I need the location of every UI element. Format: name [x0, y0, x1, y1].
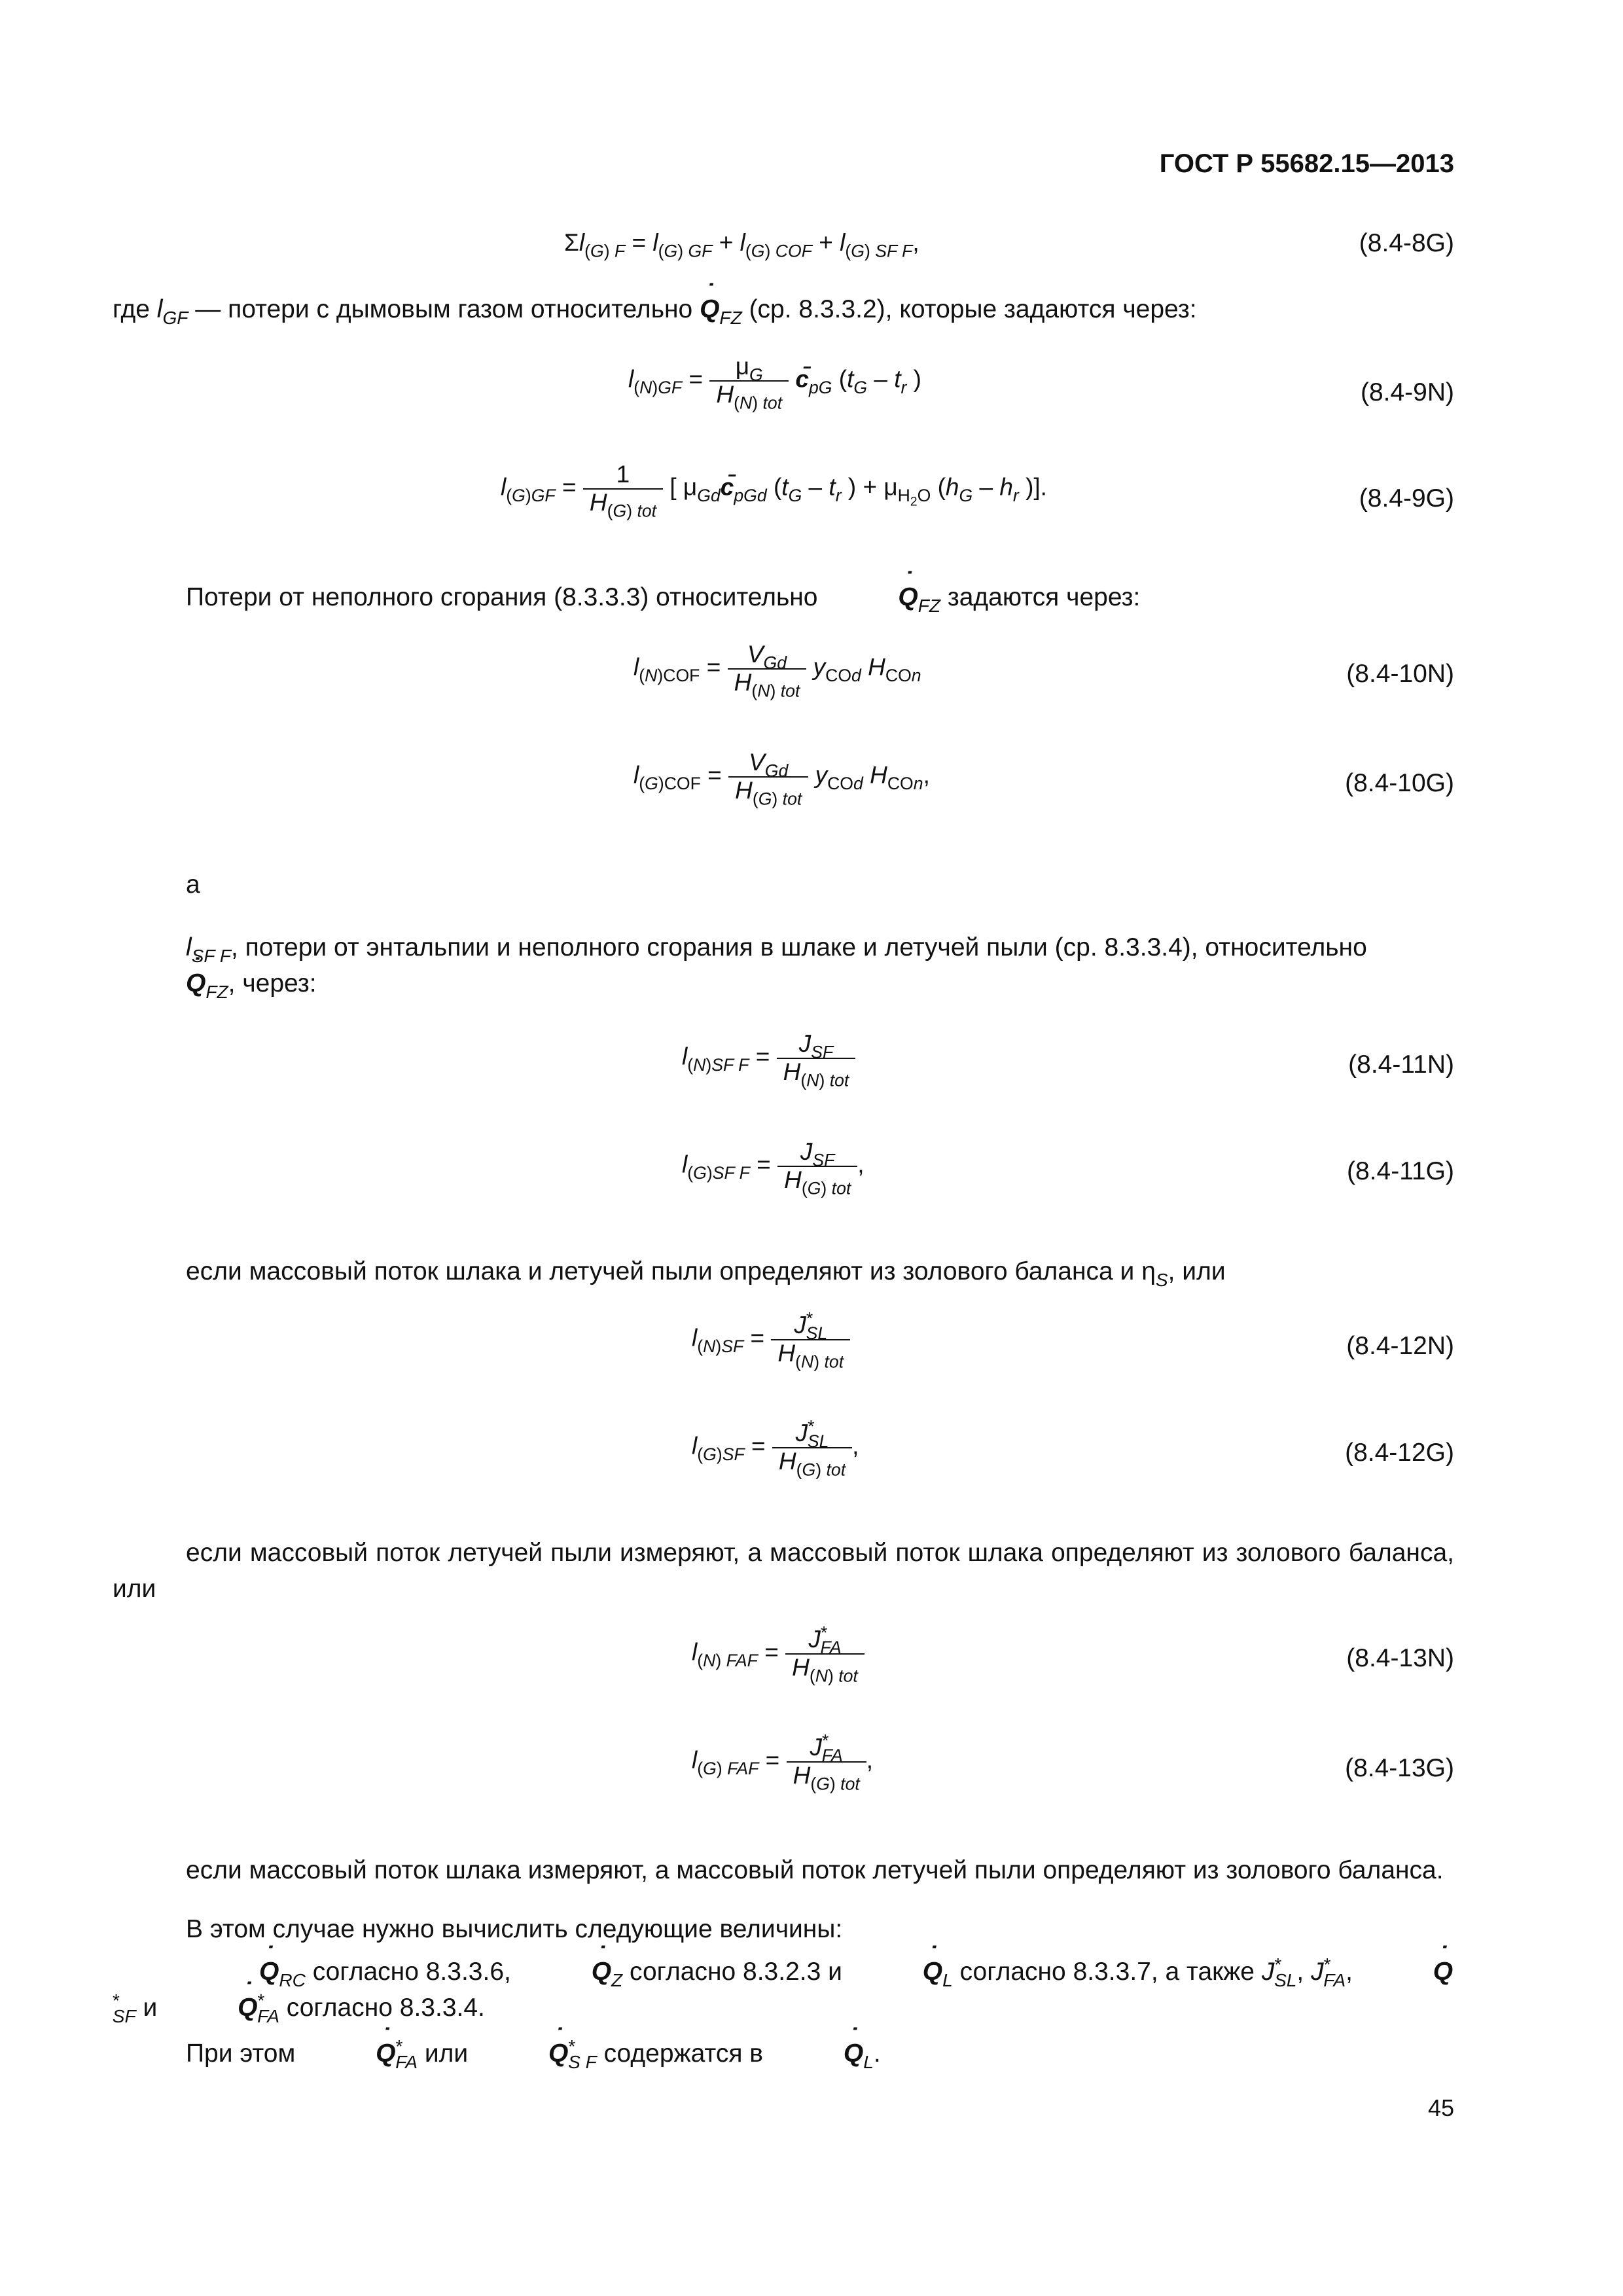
formula-8-4-10N: $l_{(N)COF}$ = $\frac{V_{Gd}}{H_{(N) tot}}$ $y_{COd}$ $H_{COn}$: [633, 641, 921, 700]
ash-balance-tail: , или: [1168, 1257, 1226, 1285]
formula-8-4-13N: $l_{(N) FAF}$ = $\frac{J^*_{FA}}{H_{(N) tot}}$: [692, 1626, 865, 1681]
formula-8-4-9N: $l_{(N)GF}$ = $\frac{\mu_G}{H_{(N) tot}}$ $c̄_{pG}$ ($t_G - t_r$ ): [628, 353, 921, 412]
formula-8-4-11N: $l_{(N)SF F}$ = $\frac{J_{SF}}{H_{(N) tot}}$: [682, 1031, 855, 1085]
slag-body: , потери от энтальпии и неполного сгорания в шлаке и летучей пыли (ср. 8.3.3.4), относительно: [231, 933, 1367, 961]
formula-8-4-9G: $l_{(G)GF}$ = $\frac{1}{H_{(G) tot}}$ [ $\mu_{Gd}c̄_{pGd}$ ($t_G - t_r$ ) + $\mu_{H_2O}$ ($h_G - h_r$ )].: [501, 461, 1047, 520]
per2: согласно 8.3.2.3 и: [622, 1958, 849, 1986]
page-number: 45: [1427, 2094, 1454, 2121]
per3: согласно 8.3.3.7, а также: [952, 1958, 1262, 1986]
equation-number: (8.4-8G): [1359, 229, 1454, 257]
equation-number: (8.4-10G): [1345, 769, 1454, 797]
paragraph-where-igf: где $l_{GF}$ — потери с дымовым газом относительно ˙ $Q_{FZ}$ (ср. 8.3.3.2), которые задаются через:: [113, 291, 1454, 327]
paragraph-quantities: ˙ $Q_{RC}$ согласно 8.3.3.6, ˙ $Q_Z$ согласно 8.3.2.3 и ˙ $Q_L$ согласно 8.3.3.7, а также $J^*_{SL}$, $J^*_{FA}$, ˙ $Q^*_{SF}$ и ˙ $Q^*_{FA}$ согласно 8.3.3.4.: [113, 1954, 1454, 2026]
incomplete-prefix: Потери от неполного сгорания (8.3.3.3) относительно: [186, 583, 825, 611]
paragraph-slag-loss: $l_{SF F}$, потери от энтальпии и неполного сгорания в шлаке и летучей пыли (ср. 8.3.3.4), относительно ˙ $Q_{FZ}$, через:: [113, 929, 1454, 1002]
paragraph-incomplete-combustion: Потери от неполного сгорания (8.3.3.3) относительно ˙ $Q_{FZ}$ задаются через:: [113, 579, 1454, 615]
per1: согласно 8.3.3.6,: [305, 1958, 518, 1986]
formula-8-4-11G: $l_{(G)SF F}$ = $\frac{J_{SF}}{H_{(G) tot}}$ ,: [682, 1138, 865, 1198]
ash-balance-text: если массовый поток шлака и летучей пыли определяют из золового баланса и: [186, 1257, 1142, 1285]
where-tail: (ср. 8.3.3.2), которые задаются через:: [741, 295, 1197, 323]
equation-number: (8.4-12G): [1345, 1439, 1454, 1467]
conjunction-a: а: [186, 870, 200, 899]
contained-in: содержатся в: [596, 2039, 770, 2068]
at-this: При этом: [186, 2039, 303, 2068]
paragraph-if-slag-measured: если массовый поток шлака измеряют, а массовый поток летучей пыли определяют из золового баланса.: [186, 1856, 1444, 1884]
equation-number: (8.4-13G): [1345, 1754, 1454, 1782]
formula-8-4-12N: $l_{(N)SF}$ = $\frac{J^*_{SL}}{H_{(N) tot}}$: [692, 1312, 850, 1367]
paragraph-need-compute: В этом случае нужно вычислить следующие величины:: [186, 1915, 843, 1943]
equation-number: (8.4-9N): [1360, 378, 1454, 406]
formula-8-4-13G: $l_{(G) FAF}$ = $\frac{J^*_{FA}}{H_{(G) tot}}$ ,: [692, 1731, 874, 1793]
where-body: — потери с дымовым газом относительно: [188, 295, 700, 323]
formula-8-4-8G: $\Sigma l_{(G) F} = l_{(G) GF} + l_{(G) COF} + l_{(G) SF F}$,: [564, 229, 919, 261]
standard-header: ГОСТ Р 55682.15—2013: [1159, 149, 1454, 178]
equation-number: (8.4-9G): [1359, 484, 1454, 512]
slag-tail: , через:: [228, 969, 317, 998]
incomplete-tail: задаются через:: [940, 583, 1141, 611]
formula-8-4-12G: $l_{(G)SF}$ = $\frac{J^*_{SL}}{H_{(G) tot}}$ ,: [692, 1416, 859, 1479]
paragraph-at-this: При этом ˙ $Q^*_{FA}$ или ˙ $Q^*_{S F}$ содержатся в ˙ $Q_L$.: [113, 2036, 1454, 2072]
paragraph-if-ash-balance: если массовый поток шлака и летучей пыли определяют из золового баланса и $\eta_S$, или: [186, 1257, 1226, 1290]
equation-number: (8.4-10N): [1346, 660, 1454, 688]
formula-8-4-10G: $l_{(G)COF}$ = $\frac{V_{Gd}}{H_{(G) tot}}$ $y_{COd}$ $H_{COn}$,: [633, 749, 930, 808]
paragraph-if-fly-ash-measured: если массовый поток летучей пыли измеряют, а массовый поток шлака определяют из золового баланса, или: [113, 1539, 1454, 1604]
where-prefix: где: [113, 295, 150, 323]
equation-number: (8.4-12N): [1346, 1332, 1454, 1360]
equation-number: (8.4-11G): [1347, 1157, 1454, 1185]
equation-number: (8.4-11N): [1348, 1050, 1454, 1079]
equation-number: (8.4-13N): [1346, 1644, 1454, 1672]
per4: согласно 8.3.3.4.: [279, 1994, 485, 2022]
or-word: или: [418, 2039, 476, 2068]
